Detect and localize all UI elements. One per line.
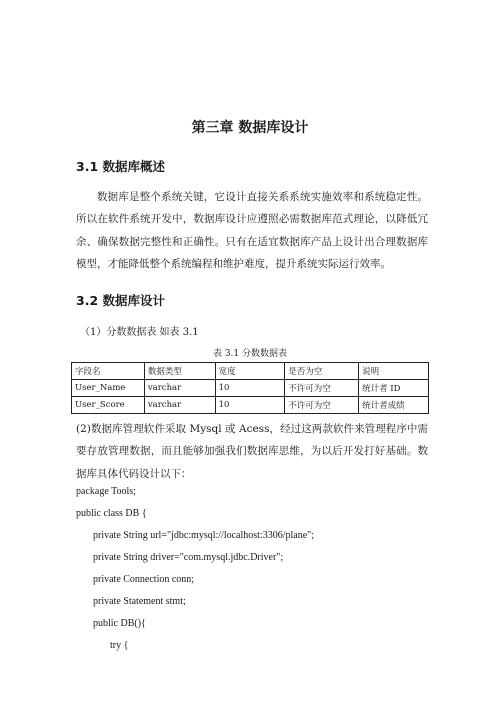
code-line: private Connection conn; bbox=[93, 574, 195, 585]
code-line: private Statement stmt; bbox=[93, 596, 186, 607]
code-line: private String driver="com.mysql.jdbc.Driver"; bbox=[93, 552, 284, 563]
code-line: private String url="jdbc:mysql://localhost:3306/plane"; bbox=[93, 530, 314, 541]
section-heading-3-1: 3.1 数据库概述 bbox=[76, 159, 165, 174]
table-cell: 不许可为空 bbox=[285, 397, 359, 414]
table-cell: 10 bbox=[215, 380, 285, 397]
db-software-paragraph: (2)数据库管理软件采取 Mysql 或 Acess，经过这两款软件来管理程序中需要存放管理数据，而且能够加强我们数据库思维，为以后开发打好基础。数据库具体代码设计以下： bbox=[76, 423, 428, 480]
section-heading-3-2: 3.2 数据库设计 bbox=[76, 293, 165, 308]
table-caption: 表 3.1 分数数据表 bbox=[212, 349, 288, 359]
code-line: try { bbox=[110, 640, 129, 651]
overview-paragraph: 数据库是整个系统关键，它设计直接关系系统实施效率和系统稳定性。所以在软件系统开发中，数据库设计应遵照必需数据库范式理论，以降低冗余、确保数据完整性和正确性。只有在适宜数据库产品上设计出合理数据库模型，才能降低整个系统编程和维护难度，提升系统实际运行效率。 bbox=[76, 191, 428, 270]
code-line: public DB(){ bbox=[93, 618, 146, 629]
table-row bbox=[72, 380, 429, 397]
table-header-row bbox=[72, 363, 429, 380]
table-header-cell: 是否为空 bbox=[285, 363, 359, 380]
table-cell: 统计者 ID bbox=[359, 380, 429, 397]
code-line: package Tools; bbox=[76, 486, 136, 497]
table-cell: 10 bbox=[215, 397, 285, 414]
score-table bbox=[71, 362, 429, 414]
table-cell: User_Score bbox=[72, 397, 145, 414]
table-header-cell: 字段名 bbox=[72, 363, 145, 380]
table-row bbox=[72, 397, 429, 414]
code-line: public class DB { bbox=[76, 508, 147, 519]
chapter-title: 第三章 数据库设计 bbox=[191, 120, 309, 136]
table-cell: varchar bbox=[144, 397, 215, 414]
table-cell: 不许可为空 bbox=[285, 380, 359, 397]
table-intro-line: （1）分数数据表 如表 3.1 bbox=[80, 327, 199, 338]
table-header-cell: 宽度 bbox=[215, 363, 285, 380]
table-cell: User_Name bbox=[72, 380, 145, 397]
table-header-cell: 说明 bbox=[359, 363, 429, 380]
table-cell: varchar bbox=[144, 380, 215, 397]
table-header-cell: 数据类型 bbox=[144, 363, 215, 380]
table-cell: 统计者成绩 bbox=[359, 397, 429, 414]
